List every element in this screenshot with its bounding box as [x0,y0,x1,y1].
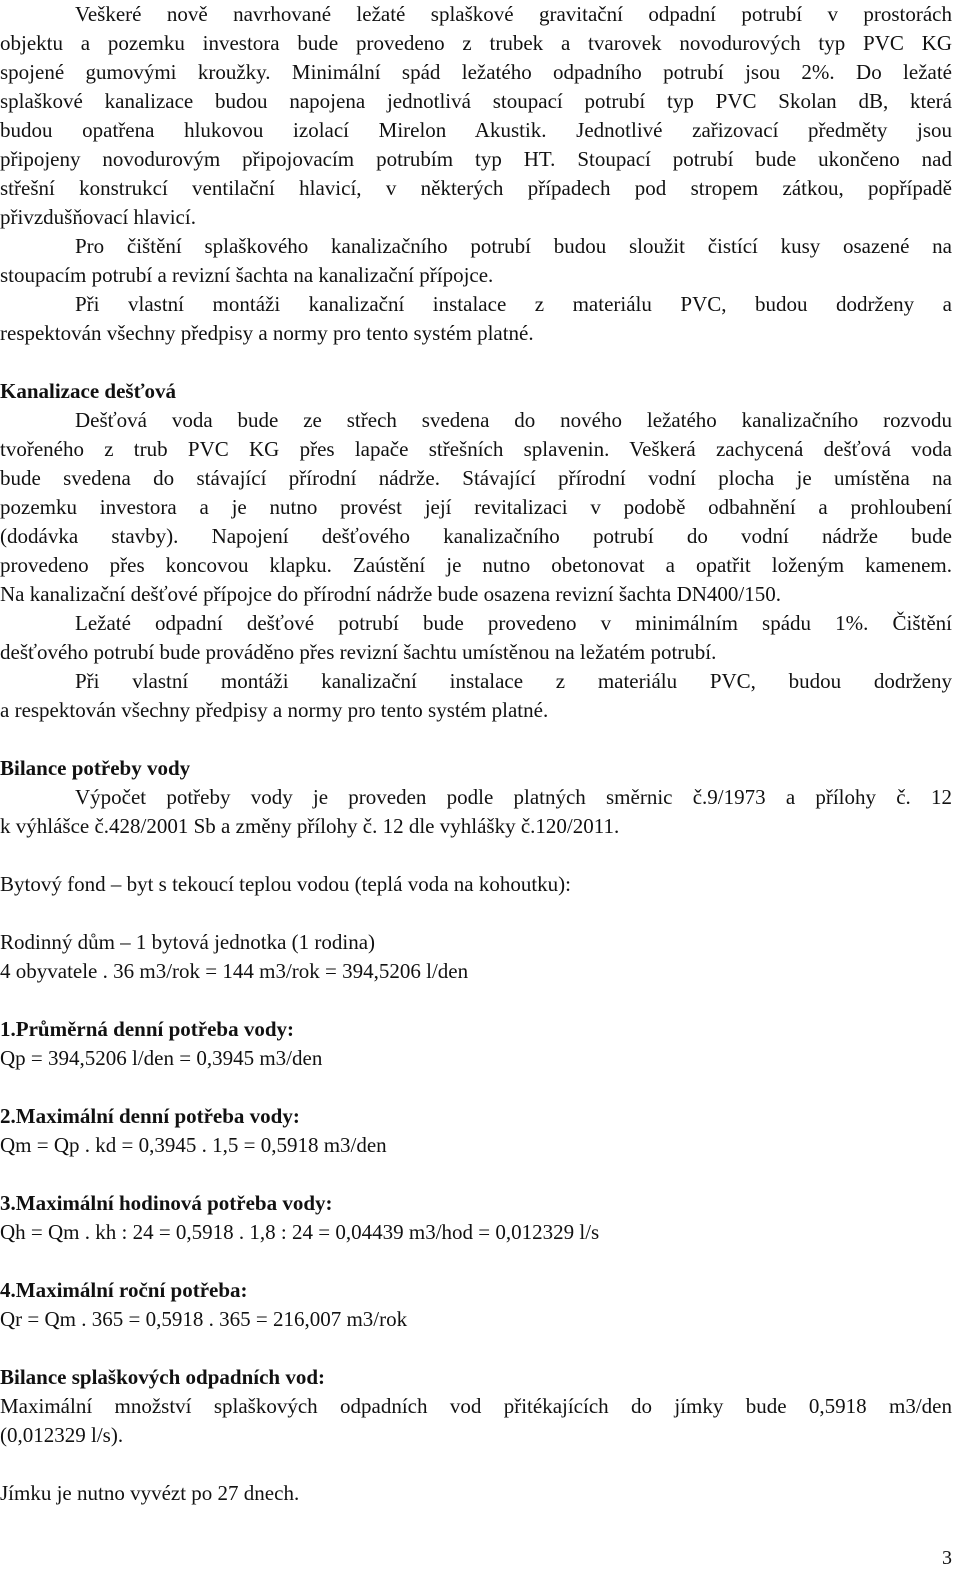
text-line: Výpočet potřeby vody je proveden podle platných směrnic č.9/1973 a přílohy č. 12 [75,785,952,809]
calc-formula: Qh = Qm . kh : 24 = 0,5918 . 1,8 : 24 = 0,04439 m3/hod = 0,012329 l/s [0,1220,600,1244]
calc-formula: Qr = Qm . 365 = 0,5918 . 365 = 216,007 m3/rok [0,1307,408,1331]
text-line: připojeny novodurovým připojovacím potrubím typ HT. Stoupací potrubí bude ukončeno nad [0,147,952,171]
text-line: splaškové kanalizace budou napojena jednotlivá stoupací potrubí typ PVC Skolan dB, která [0,89,952,113]
text-line: Maximální množství splaškových odpadních vod přitékajících do jímky bude 0,5918 m3/den [0,1394,952,1418]
text-line: 4 obyvatele . 36 m3/rok = 144 m3/rok = 394,5206 l/den [0,959,469,983]
text-line: střešní konstrukcí ventilační hlavicí, v některých případech pod stropem zátkou, popřípadě [0,176,952,200]
text-line: Bytový fond – byt s tekoucí teplou vodou (teplá voda na kohoutku): [0,872,571,896]
calc-heading: 2.Maximální denní potřeba vody: [0,1104,300,1128]
text-line: respektován všechny předpisy a normy pro tento systém platné. [0,321,534,345]
text-line: Rodinný dům – 1 bytová jednotka (1 rodina) [0,930,376,954]
text-line: a respektován všechny předpisy a normy pro tento systém platné. [0,698,549,722]
section-heading: Bilance splaškových odpadních vod: [0,1365,326,1389]
text-line: dešťového potrubí bude prováděno přes revizní šachtu umístěnou na ležatém potrubí. [0,640,717,664]
text-line: Při vlastní montáži kanalizační instalace z materiálu PVC, budou dodrženy a [75,292,952,316]
text-line: (dodávka stavby). Napojení dešťového kanalizačního potrubí do vodní nádrže bude [0,524,952,548]
calc-formula: Qm = Qp . kd = 0,3945 . 1,5 = 0,5918 m3/den [0,1133,387,1157]
calc-formula: Qp = 394,5206 l/den = 0,3945 m3/den [0,1046,323,1070]
calc-heading: 4.Maximální roční potřeba: [0,1278,248,1302]
text-line: Při vlastní montáži kanalizační instalace z materiálu PVC, budou dodrženy [75,669,952,693]
text-line: Ležaté odpadní dešťové potrubí bude provedeno v minimálním spádu 1%. Čištění [75,611,952,635]
text-line: Jímku je nutno vyvézt po 27 dnech. [0,1481,300,1505]
text-line: Na kanalizační dešťové přípojce do přírodní nádrže bude osazena revizní šachta DN400/150. [0,582,782,606]
text-line: spojené gumovými kroužky. Minimální spád ležatého odpadního potrubí jsou 2%. Do ležaté [0,60,952,84]
text-line: tvořeného z trub PVC KG přes lapače střešních splavenin. Veškerá zachycená dešťová voda [0,437,952,461]
page-number: 3 [942,1547,952,1569]
text-line: přivzdušňovací hlavicí. [0,205,196,229]
text-line: objektu a pozemku investora bude provedeno z trubek a tvarovek novodurových typ PVC KG [0,31,952,55]
text-line: Dešťová voda bude ze střech svedena do nového ležatého kanalizačního rozvodu [75,408,952,432]
text-line: pozemku investora a je nutno provést její revitalizaci v podobě odbahnění a prohloubení [0,495,952,519]
text-line: stoupacím potrubí a revizní šachta na kanalizační přípojce. [0,263,494,287]
text-line: k výhlášce č.428/2001 Sb a změny přílohy č. 12 dle vyhlášky č.120/2011. [0,814,620,838]
text-line: (0,012329 l/s). [0,1423,124,1447]
text-line: bude svedena do stávající přírodní nádrže. Stávající přírodní vodní plocha je umístěna na [0,466,952,490]
calc-heading: 3.Maximální hodinová potřeba vody: [0,1191,333,1215]
calc-heading: 1.Průměrná denní potřeba vody: [0,1017,294,1041]
section-heading: Kanalizace dešťová [0,379,177,403]
text-line: Pro čištění splaškového kanalizačního potrubí budou sloužit čistící kusy osazené na [75,234,952,258]
text-line: Veškeré nově navrhované ležaté splaškové gravitační odpadní potrubí v prostorách [75,2,952,26]
text-line: budou opatřena hlukovou izolací Mirelon Akustik. Jednotlivé zařizovací předměty jsou [0,118,952,142]
section-heading: Bilance potřeby vody [0,756,191,780]
text-line: provedeno přes koncovou klapku. Zaústění je nutno obetonovat a opatřit loženým kamenem. [0,553,952,577]
